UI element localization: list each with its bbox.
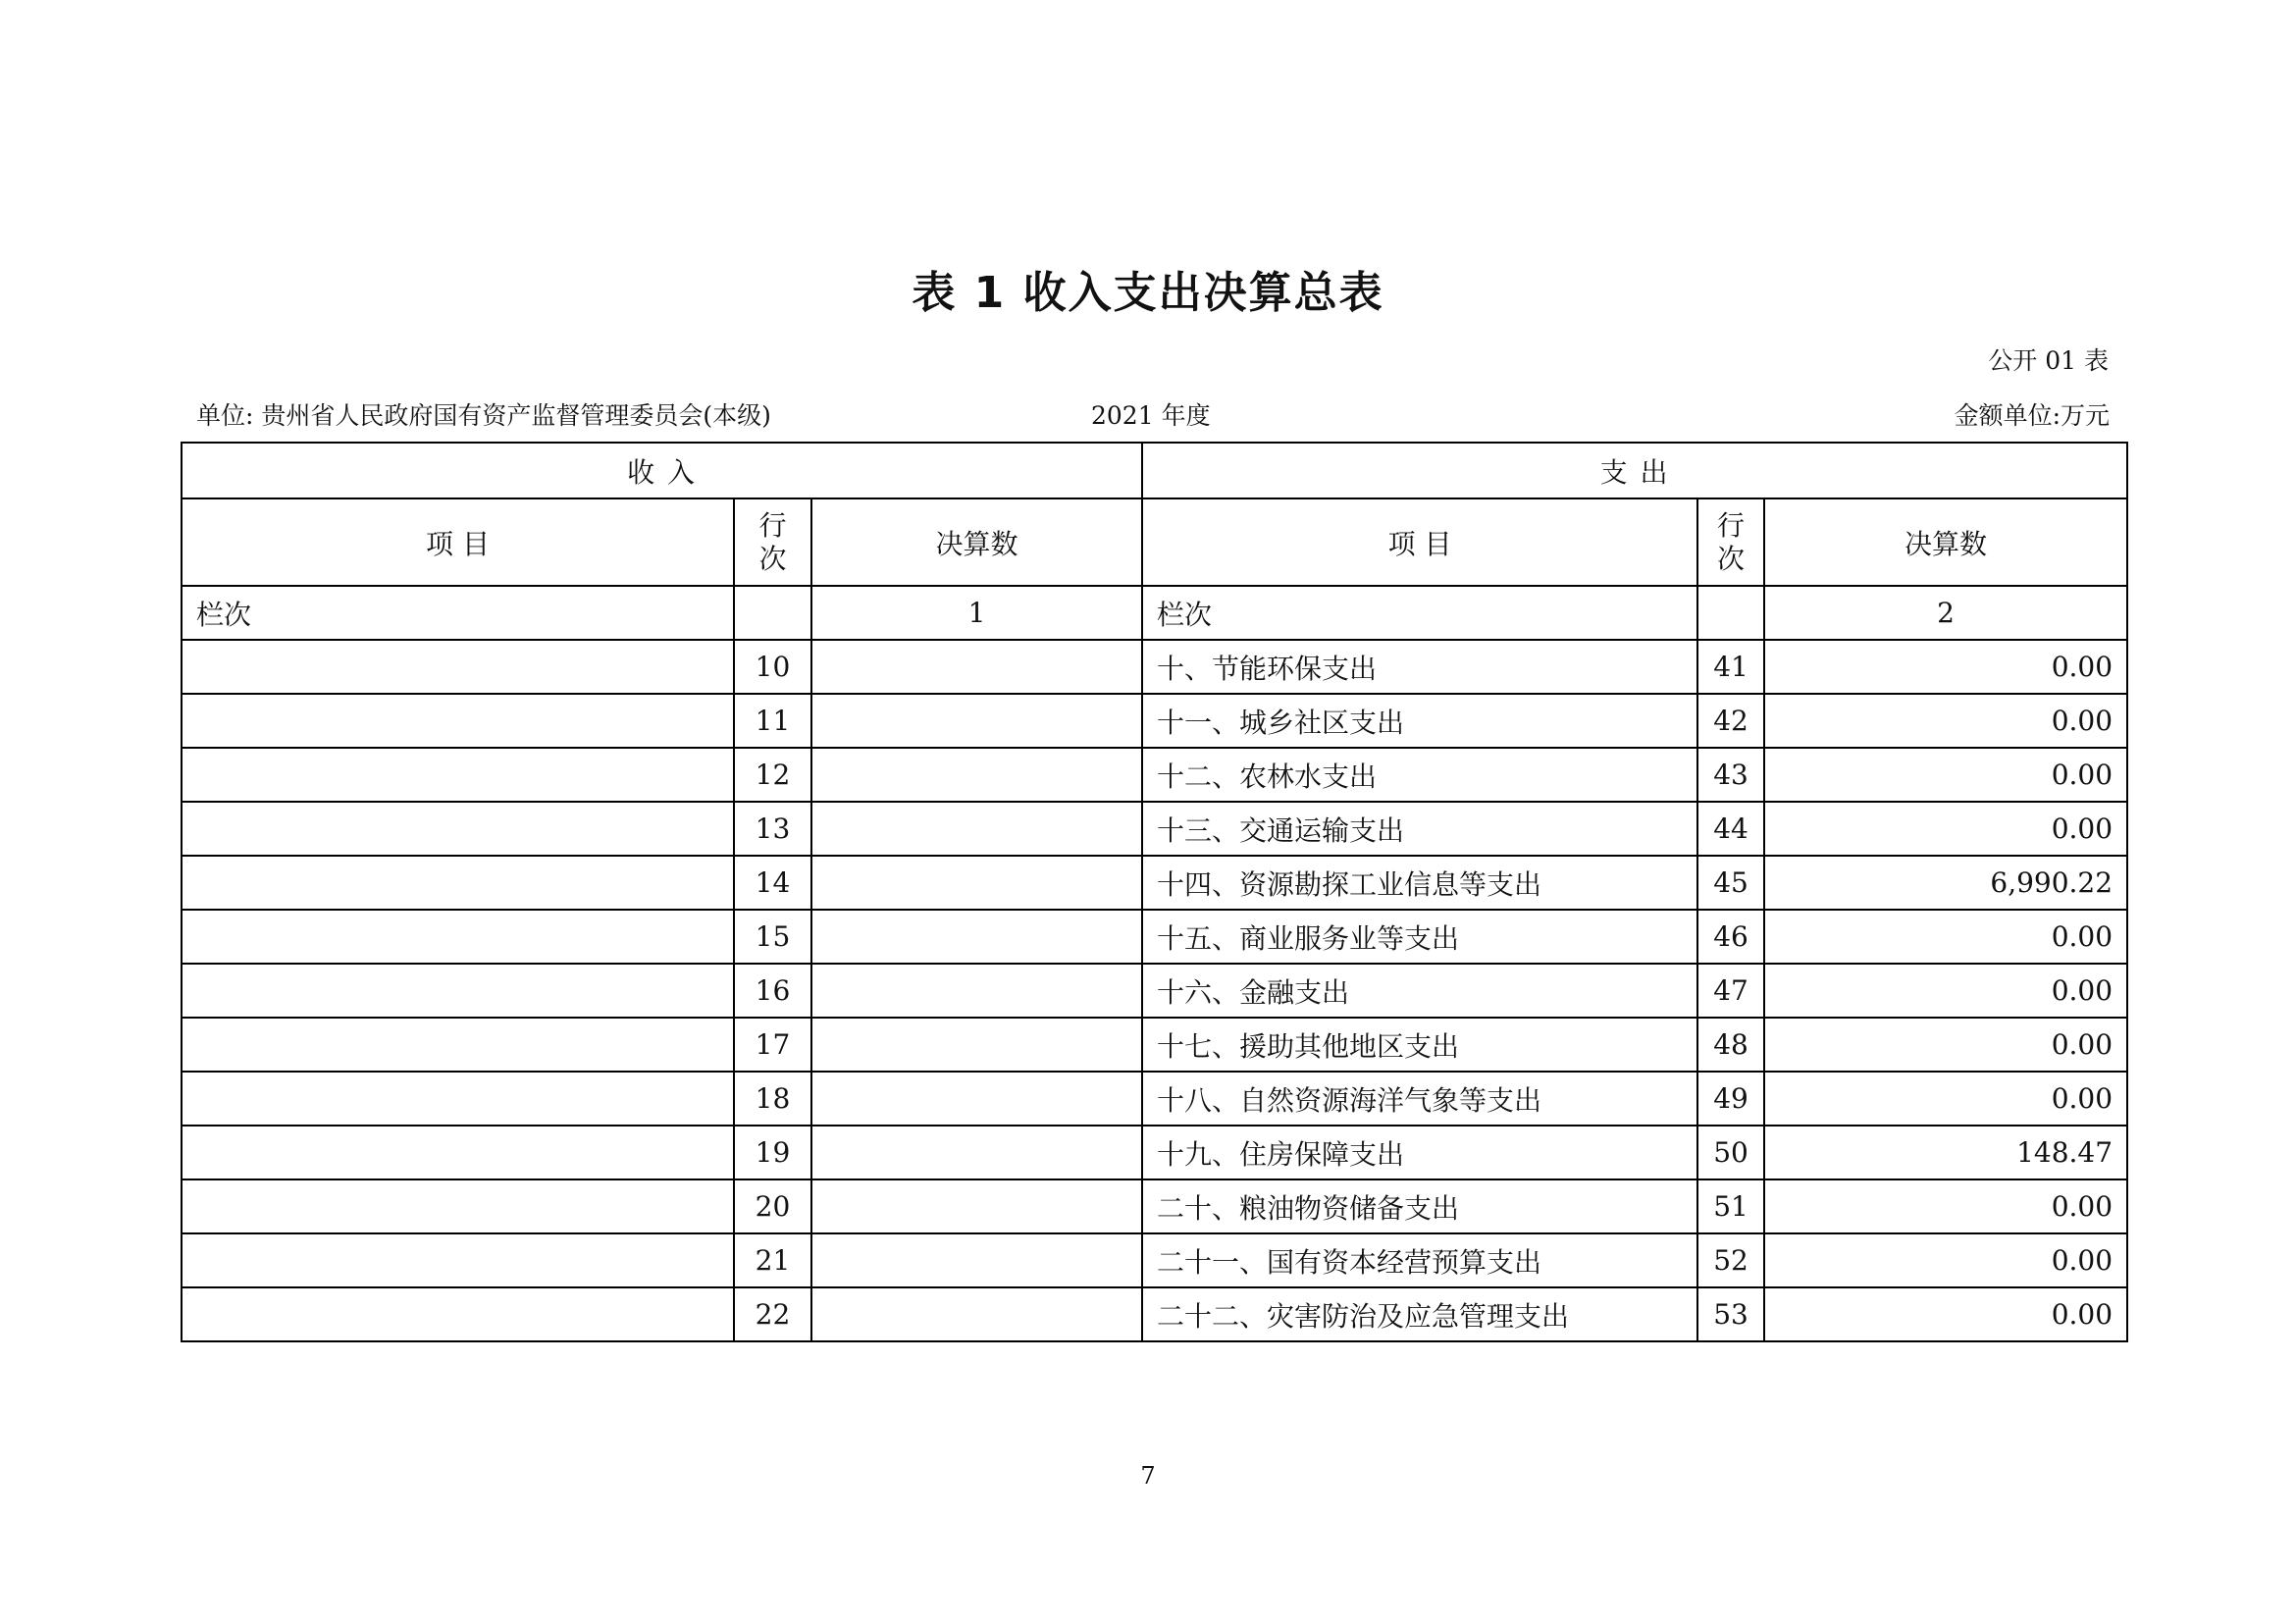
expense-amount-cell: 0.00 — [1764, 694, 2127, 748]
income-item-cell — [182, 1287, 734, 1341]
expense-row-no-cell: 53 — [1697, 1287, 1764, 1341]
income-row-no-cell: 15 — [734, 910, 811, 964]
income-item-cell — [182, 1018, 734, 1072]
expense-item-cell: 十三、交通运输支出 — [1142, 802, 1697, 856]
page-number: 7 — [1140, 1462, 1156, 1490]
form-code: 公开 01 表 — [1988, 346, 2109, 375]
income-amount-cell — [811, 1287, 1142, 1341]
column-header-row — [182, 498, 2127, 586]
income-amount-cell — [811, 910, 1142, 964]
row-no-header-line2: 次 — [1717, 542, 1746, 575]
income-row-no-header — [734, 498, 811, 586]
income-item-cell — [182, 802, 734, 856]
expense-amount-cell: 6,990.22 — [1764, 856, 2127, 910]
income-row-no-cell: 11 — [734, 694, 811, 748]
expense-section-header: 支 出 — [1142, 443, 2127, 498]
expense-item-cell: 二十二、灾害防治及应急管理支出 — [1142, 1287, 1697, 1341]
column-number-row — [182, 586, 2127, 640]
expense-row-no-cell: 44 — [1697, 802, 1764, 856]
income-row-no-cell: 18 — [734, 1072, 811, 1126]
amount-unit: 金额单位:万元 — [1954, 401, 2110, 430]
income-row-no-cell: 17 — [734, 1018, 811, 1072]
income-item-cell — [182, 748, 734, 802]
expense-item-cell: 十九、住房保障支出 — [1142, 1126, 1697, 1179]
income-row-no-cell: 14 — [734, 856, 811, 910]
table-row — [182, 856, 2127, 910]
expense-row-no-cell: 52 — [1697, 1233, 1764, 1287]
expense-row-no-cell: 51 — [1697, 1179, 1764, 1233]
table-row — [182, 1072, 2127, 1126]
table-row — [182, 1179, 2127, 1233]
income-column-number: 1 — [811, 586, 1142, 640]
row-no-header-line1: 行 — [1717, 508, 1746, 542]
expense-amount-cell: 0.00 — [1764, 1179, 2127, 1233]
expense-row-no-header — [1697, 498, 1764, 586]
table-row — [182, 802, 2127, 856]
income-section-header: 收 入 — [182, 443, 1142, 498]
income-item-cell — [182, 1179, 734, 1233]
income-row-no-cell: 13 — [734, 802, 811, 856]
income-amount-cell — [811, 694, 1142, 748]
expense-item-cell: 二十一、国有资本经营预算支出 — [1142, 1233, 1697, 1287]
expense-column-number: 2 — [1764, 586, 2127, 640]
expense-amount-cell: 0.00 — [1764, 1287, 2127, 1341]
income-amount-cell — [811, 1233, 1142, 1287]
expense-item-cell: 十、节能环保支出 — [1142, 640, 1697, 694]
expense-item-cell: 十二、农林水支出 — [1142, 748, 1697, 802]
income-item-header: 项 目 — [182, 498, 734, 586]
income-item-cell — [182, 910, 734, 964]
expense-item-cell: 二十、粮油物资储备支出 — [1142, 1179, 1697, 1233]
expense-amount-cell: 0.00 — [1764, 802, 2127, 856]
income-row-no-cell: 22 — [734, 1287, 811, 1341]
expense-amount-cell: 0.00 — [1764, 910, 2127, 964]
section-header-row — [182, 443, 2127, 498]
expense-row-no-cell: 50 — [1697, 1126, 1764, 1179]
income-expense-table — [181, 442, 2128, 1342]
income-column-label: 栏次 — [182, 586, 734, 640]
table-row — [182, 1018, 2127, 1072]
page-title: 表 1 收入支出决算总表 — [912, 268, 1384, 318]
expense-amount-cell: 0.00 — [1764, 1018, 2127, 1072]
income-amount-cell — [811, 1018, 1142, 1072]
income-amount-cell — [811, 964, 1142, 1018]
expense-amount-cell: 0.00 — [1764, 748, 2127, 802]
income-amount-cell — [811, 856, 1142, 910]
income-amount-header: 决算数 — [811, 498, 1142, 586]
table-row — [182, 694, 2127, 748]
table-row — [182, 1233, 2127, 1287]
expense-row-no-cell: 45 — [1697, 856, 1764, 910]
expense-amount-header: 决算数 — [1764, 498, 2127, 586]
income-row-no-cell: 21 — [734, 1233, 811, 1287]
income-item-cell — [182, 1233, 734, 1287]
expense-item-cell: 十五、商业服务业等支出 — [1142, 910, 1697, 964]
income-row-no-cell: 19 — [734, 1126, 811, 1179]
income-row-no-cell: 12 — [734, 748, 811, 802]
expense-amount-cell: 0.00 — [1764, 640, 2127, 694]
table-row — [182, 910, 2127, 964]
expense-amount-cell: 0.00 — [1764, 1072, 2127, 1126]
expense-amount-cell: 0.00 — [1764, 964, 2127, 1018]
income-amount-cell — [811, 802, 1142, 856]
expense-amount-cell: 0.00 — [1764, 1233, 2127, 1287]
table-row — [182, 1287, 2127, 1341]
meta-row — [196, 396, 2110, 432]
income-item-cell — [182, 856, 734, 910]
expense-row-no-cell: 48 — [1697, 1018, 1764, 1072]
income-amount-cell — [811, 748, 1142, 802]
income-item-cell — [182, 694, 734, 748]
row-no-header-line2: 次 — [758, 542, 787, 575]
expense-item-cell: 十七、援助其他地区支出 — [1142, 1018, 1697, 1072]
expense-amount-cell: 148.47 — [1764, 1126, 2127, 1179]
income-item-cell — [182, 1072, 734, 1126]
income-column-blank — [734, 586, 811, 640]
expense-row-no-cell: 49 — [1697, 1072, 1764, 1126]
expense-row-no-cell: 47 — [1697, 964, 1764, 1018]
fiscal-year: 2021 年度 — [1091, 401, 1211, 430]
income-item-cell — [182, 964, 734, 1018]
expense-item-cell: 十八、自然资源海洋气象等支出 — [1142, 1072, 1697, 1126]
expense-row-no-cell: 46 — [1697, 910, 1764, 964]
expense-row-no-cell: 41 — [1697, 640, 1764, 694]
expense-item-cell: 十一、城乡社区支出 — [1142, 694, 1697, 748]
income-item-cell — [182, 640, 734, 694]
income-item-cell — [182, 1126, 734, 1179]
table-row — [182, 640, 2127, 694]
expense-item-cell: 十六、金融支出 — [1142, 964, 1697, 1018]
income-amount-cell — [811, 640, 1142, 694]
expense-column-blank — [1697, 586, 1764, 640]
table-row — [182, 964, 2127, 1018]
income-amount-cell — [811, 1126, 1142, 1179]
income-amount-cell — [811, 1072, 1142, 1126]
expense-item-header: 项 目 — [1142, 498, 1697, 586]
income-row-no-cell: 10 — [734, 640, 811, 694]
unit-label: 单位: 贵州省人民政府国有资产监督管理委员会(本级) — [196, 401, 771, 430]
income-row-no-cell: 16 — [734, 964, 811, 1018]
expense-row-no-cell: 43 — [1697, 748, 1764, 802]
income-row-no-cell: 20 — [734, 1179, 811, 1233]
expense-row-no-cell: 42 — [1697, 694, 1764, 748]
income-amount-cell — [811, 1179, 1142, 1233]
table-row — [182, 1126, 2127, 1179]
row-no-header-line1: 行 — [758, 508, 787, 542]
expense-item-cell: 十四、资源勘探工业信息等支出 — [1142, 856, 1697, 910]
expense-column-label: 栏次 — [1142, 586, 1697, 640]
table-body — [182, 443, 2127, 1341]
table-row — [182, 748, 2127, 802]
